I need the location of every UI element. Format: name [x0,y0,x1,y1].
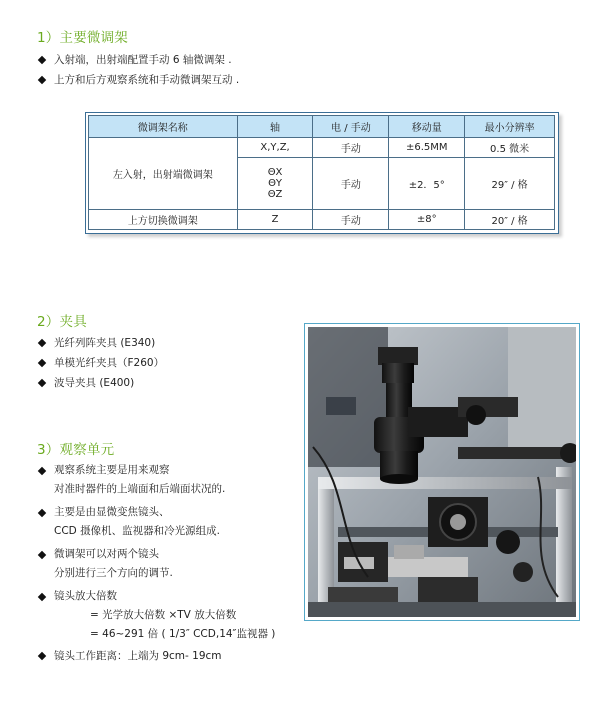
table-header-cell: 电 / 手动 [313,116,389,138]
table-cell: ±8° [389,210,465,230]
equipment-photo-frame [304,323,580,621]
bullet-text: CCD 摄像机、监视器和冷光源组成. [54,525,220,537]
list-item [39,70,239,90]
formula-line: = 46~291 倍 ( 1/3″ CCD,14″监视器 ) [90,628,276,640]
list-item [39,503,275,541]
bullet-text: 波导夹具 (E400) [54,377,135,389]
bullet-text: 主要是由显微变焦镜头、 [54,506,170,518]
section-2-bullets [39,333,164,393]
list-item [39,461,275,499]
table-cell: 29″ / 格 [465,158,555,210]
diamond-bullet-icon [38,551,46,559]
diamond-bullet-icon [38,339,46,347]
axis-label: ΘZ [267,189,283,200]
bullet-text: 对准时器件的上端面和后端面状况的. [54,483,226,495]
formula-line: = 光学放大倍数 ×TV 放大倍数 [90,609,237,621]
table-cell: 手动 [313,138,389,158]
list-item [39,646,275,666]
spec-table-frame [85,112,559,234]
diamond-bullet-icon [38,652,46,660]
diamond-bullet-icon [38,359,46,367]
list-item [39,353,164,373]
table-cell: X,Y,Z, [237,138,313,158]
alignment-station-illustration [308,327,576,617]
table-row [89,138,555,158]
table-cell: ±2．5° [389,158,465,210]
axis-label: ΘY [268,178,283,189]
list-item [39,587,275,644]
alignment-station-photo [308,327,576,617]
table-row [89,210,555,230]
bullet-text: 入射端，出射端配置手动 6 轴微调架 . [54,54,232,66]
section-1-bullets [39,50,239,90]
list-item [39,373,164,393]
bullet-text: 镜头放大倍数 [54,590,117,602]
section-1-title: 1）主要微调架 [37,30,128,46]
list-item [39,545,275,583]
diamond-bullet-icon [38,379,46,387]
table-header-cell: 微调架名称 [89,116,238,138]
table-header-row [89,116,555,138]
diamond-bullet-icon [38,76,46,84]
table-cell: 0.5 微米 [465,138,555,158]
table-cell: 上方切换微调架 [89,210,238,230]
table-cell: Z [237,210,313,230]
table-header-cell: 移动量 [389,116,465,138]
section-3-title: 3）观察单元 [37,442,115,458]
bullet-text: 观察系统主要是用来观察 [54,464,170,476]
spec-table [88,115,555,230]
table-header-cell: 轴 [237,116,313,138]
diamond-bullet-icon [38,509,46,517]
bullet-text: 单模光纤夹具（F260） [54,357,165,369]
table-cell: 左入射，出射端微调架 [89,138,238,210]
table-cell: ±6.5MM [389,138,465,158]
section-2-title: 2）夹具 [37,314,87,330]
list-item [39,333,164,353]
diamond-bullet-icon [38,467,46,475]
section-3-bullets [39,461,275,666]
table-header-cell: 最小分辨率 [465,116,555,138]
diamond-bullet-icon [38,593,46,601]
bullet-text: 上方和后方观察系统和手动微调架互动 . [54,74,240,86]
bullet-text: 微调架可以对两个镜头 [54,548,159,560]
diamond-bullet-icon [38,56,46,64]
bullet-text: 镜头工作距离：上端为 9cm- 19cm [54,650,222,662]
table-cell [237,158,313,210]
table-cell: 手动 [313,158,389,210]
table-cell: 20″ / 格 [465,210,555,230]
list-item [39,50,239,70]
axis-label: ΘX [267,167,283,178]
bullet-text: 光纤列阵夹具 (E340) [54,337,156,349]
table-cell: 手动 [313,210,389,230]
bullet-text: 分别进行三个方向的调节. [54,567,173,579]
